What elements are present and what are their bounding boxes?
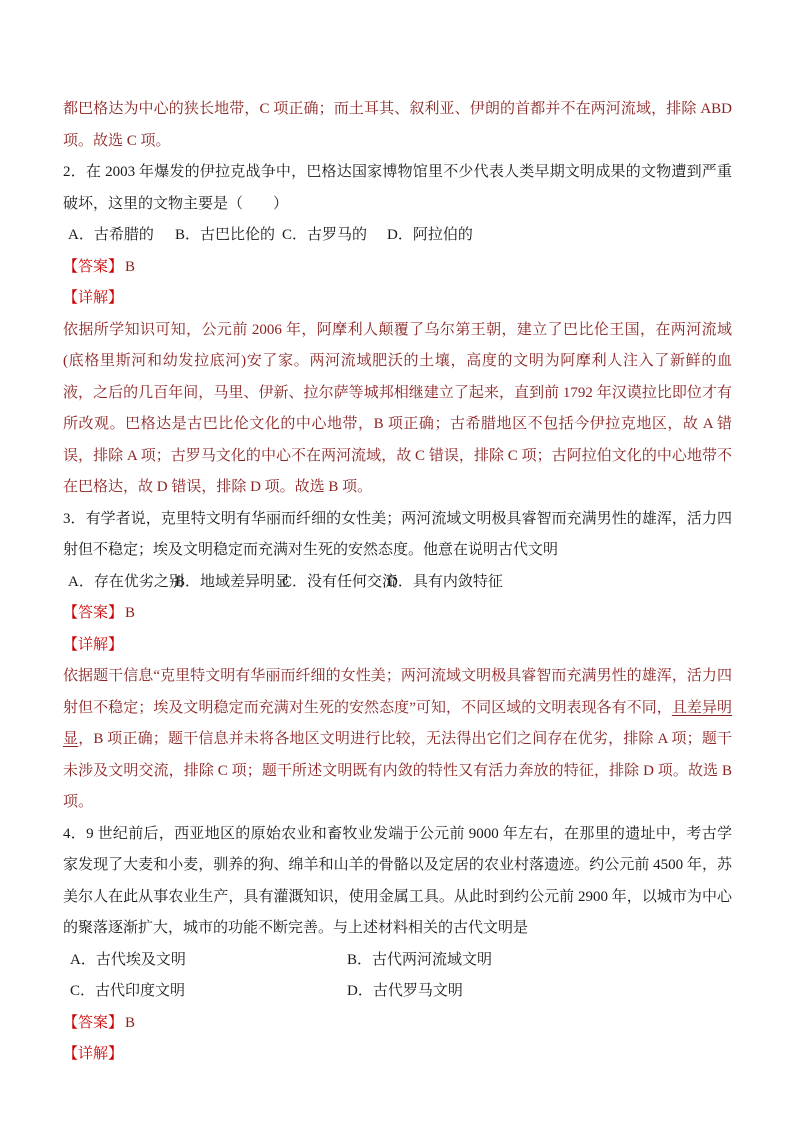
question-2-option-c: C．古罗马的 (282, 227, 368, 243)
detail-bracket-label: 【详解】 (63, 1046, 124, 1062)
question-3-explanation-part1: 依据题干信息“克里特文明有华丽而纤细的女性美；两河流域文明极具睿智而充满男性的雄浑，活力四射但不稳定；埃及文明稳定而充满对生死的安然态度”可知，不同区域的文明表现各有不同， (63, 668, 732, 716)
question-2-detail-label-line (63, 283, 732, 315)
question-3-options (63, 567, 732, 599)
question-3-answer-value: B (125, 605, 136, 621)
question-4-detail-label-line (63, 1039, 732, 1071)
detail-bracket-label: 【详解】 (63, 290, 124, 306)
question-3-option-c: C．没有任何交流 (282, 573, 398, 590)
question-3-option-d: D．具有内敛特征 (387, 573, 503, 590)
question-4-options-row-2 (63, 976, 732, 1008)
question-4-option-a: A．古代埃及文明 (70, 951, 186, 968)
question-3-explanation (63, 661, 732, 819)
question-2-explanation: 依据所学知识可知，公元前 2006 年，阿摩利人颠覆了乌尔第王朝，建立了巴比伦王国，在两河流域(底格里斯河和幼发拉底河)安了家。两河流域肥沃的土壤，高度的文明为阿摩利人注入了新鲜的血液，之后的几百年间，马里、伊新、拉尔萨等城邦相继建立了起来，直到前 1792 年汉谟拉比即位才有所改观。巴格达是古巴比伦文化的中心地带，B 项正确；古希腊地区不包括今伊拉克地区，故 A 错误，排除 A 项；古罗马文化的中心不在两河流域，故 C 错误，排除 C 项；古阿拉伯文化的中心地带不在巴格达，故 D 错误，排除 D 项。故选 B 项。 (63, 321, 732, 495)
question-3-option-a: A．存在优劣之别 (68, 573, 184, 590)
question-2-answer-value: B (125, 258, 136, 275)
answer-bracket-label: 【答案】 (63, 258, 124, 275)
answer-bracket-label: 【答案】 (63, 605, 124, 621)
question-3-explanation-underlined: 且差异明显 (63, 699, 732, 747)
question-3-answer-line (63, 598, 732, 630)
question-2-option-b: B．古巴比伦的 (175, 227, 276, 243)
question-2-option-a: A．古希腊的 (68, 227, 154, 243)
question-4-option-d: D．古代罗马文明 (347, 983, 463, 999)
question-1-explanation-tail: 都巴格达为中心的狭长地带，C 项正确；而土耳其、叙利亚、伊朗的首都并不在两河流域，排除 ABD 项。故选 C 项。 (63, 101, 732, 149)
answer-bracket-label: 【答案】 (63, 1014, 124, 1031)
question-2-stem: 2．在 2003 年爆发的伊拉克战争中，巴格达国家博物馆里不少代表人类早期文明成果的文物遭到严重破坏，这里的文物主要是（ ） (63, 164, 732, 212)
question-4-answer-line (63, 1008, 732, 1040)
question-4-answer-value: B (125, 1014, 136, 1031)
detail-bracket-label: 【详解】 (63, 636, 124, 653)
question-4-option-c: C．古代印度文明 (70, 983, 186, 999)
question-2-options (63, 220, 732, 252)
question-2-option-d: D．阿拉伯的 (387, 227, 473, 243)
question-3-option-b: B．地域差异明显 (175, 573, 291, 590)
question-4-options-row-1 (63, 945, 732, 977)
question-3-detail-label-line (63, 630, 732, 662)
question-4-option-b: B．古代两河流域文明 (347, 951, 493, 968)
question-2-answer-line (63, 252, 732, 284)
question-3-explanation-part2: ，B 项正确；题干信息并未将各地区文明进行比较，无法得出它们之间存在优劣，排除 A 项；题干未涉及文明交流，排除 C 项；题干所述文明既有内敛的特性又有活力奔放的特征，排除 D 项。故选 B 项。 (63, 731, 732, 810)
question-4-stem: 4．9 世纪前后，西亚地区的原始农业和畜牧业发端于公元前 9000 年左右，在那里的遗址中，考古学家发现了大麦和小麦，驯养的狗、绵羊和山羊的骨骼以及定居的农业村落遗迹。约公元前 4500 年，苏美尔人在此从事农业生产，具有灌溉知识，使用金属工具。从此时到约公元前 2900 年，以城市为中心的聚落逐渐扩大，城市的功能不断完善。与上述材料相关的古代文明是 (63, 825, 732, 936)
question-3-stem: 3．有学者说，克里特文明有华丽而纤细的女性美；两河流域文明极具睿智而充满男性的雄浑，活力四射但不稳定；埃及文明稳定而充满对生死的安然态度。他意在说明古代文明 (63, 510, 732, 558)
